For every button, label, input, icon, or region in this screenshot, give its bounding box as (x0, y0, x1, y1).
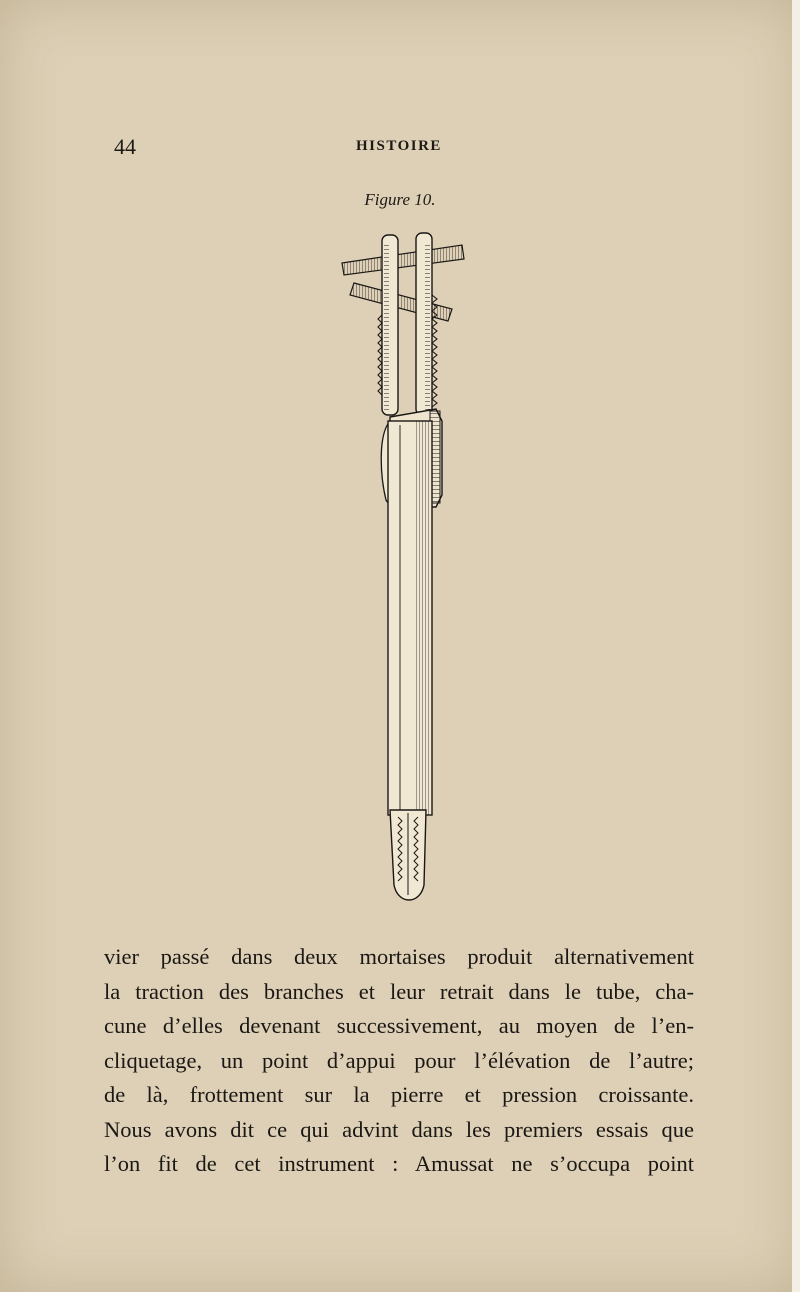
text-line: Nous avons dit ce qui advint dans les premiers essais que (104, 1116, 694, 1142)
figure-caption: Figure 10. (364, 190, 436, 209)
instrument-tube (388, 421, 432, 815)
text-line: vier passé dans deux mortaises produit alternativement (104, 944, 694, 969)
running-head-title: HISTOIRE (356, 138, 442, 154)
crossbar-lever (342, 245, 464, 321)
body-text (104, 940, 694, 1182)
text-line: la traction des branches et leur retrait dans le tube, cha- (104, 978, 694, 1004)
page-number: 44 (114, 134, 136, 159)
text-line: de là, frottement sur la pierre et pression croissante. (104, 1082, 694, 1107)
text-line: cliquetage, un point d’appui pour l’élévation de l’autre; (104, 1047, 694, 1073)
lithotrite-illustration (320, 225, 480, 915)
instrument-jaws (390, 810, 426, 900)
running-head (0, 134, 800, 164)
text-line: l’on fit de cet instrument : Amussat ne s’occupa point (104, 1151, 694, 1176)
text-line: cune d’elles devenant successivement, au moyen de l’en- (104, 1013, 694, 1038)
